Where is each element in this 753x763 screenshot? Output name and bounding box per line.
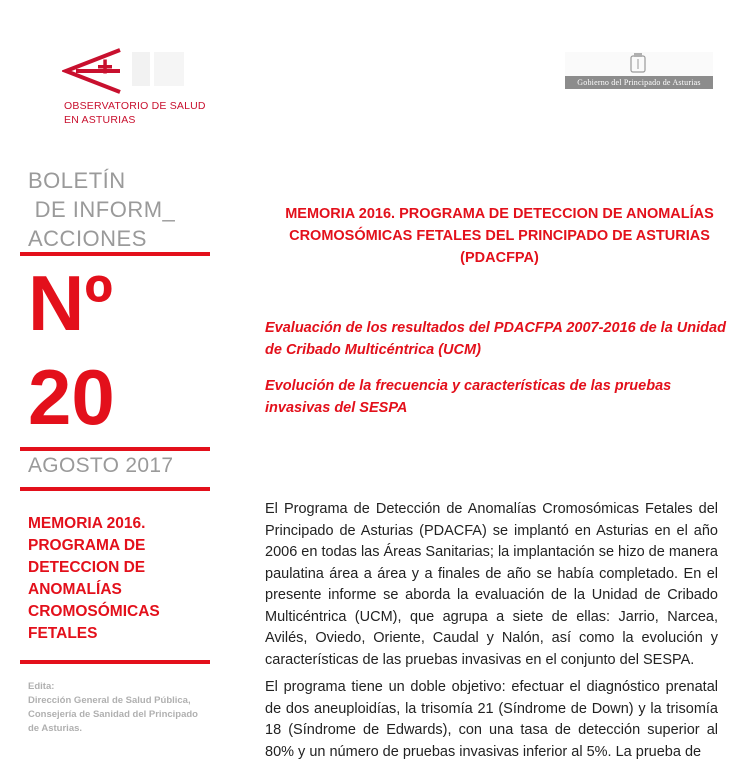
sidebar-title-line: CROMOSÓMICAS [28,603,160,620]
publisher-info [28,680,198,736]
sidebar-title-line: PROGRAMA DE [28,537,146,554]
divider-4 [20,660,210,664]
subtitle-evaluation: Evaluación de los resultados del PDACFPA 2007-2016 de la Unidad de Cribado Multicéntrica (UCM) [265,320,726,358]
divider-3 [20,487,210,491]
observatorio-logo [62,48,188,98]
main-title [262,203,737,269]
bulletin-line3: ACCIONES [28,226,147,251]
bulletin-line1: BOLETÍN [28,168,126,193]
divider-1 [20,252,210,256]
edita-line: Consejería de Sanidad del Principado [28,709,198,720]
edita-line: Dirección General de Salud Pública, [28,695,191,706]
subtitle-evolution: Evolución de la frecuencia y características de las pruebas invasivas del SESPA [265,378,672,416]
divider-2 [20,447,210,451]
government-label: Gobierno del Principado de Asturias [565,76,713,89]
sidebar-title [28,513,160,645]
main-title-line: MEMORIA 2016. PROGRAMA DE DETECCION DE ANOMALÍAS [285,206,714,222]
number-symbol: Nº [28,259,113,347]
body-paragraph-1: El Programa de Detección de Anomalías Cromosómicas Fetales del Principado de Asturias (PDACFA) se implantó en Asturias en el año 2006 en todas las Áreas Sanitarias; la implantación se hizo de manera paulatina área a área y a finales de año se había completado. En el presente informe se aborda la evaluación de la Unidad de Cribado Multicéntrica (UCM), que agrupa a siete de ellas: Jarrio, Narcea, Avilés, Oviedo, Oriente, Caudal y Nalón, así como la evolución y características de las pruebas invasivas en el conjunto del SESPA. [265,501,718,668]
sidebar-title-line: DETECCION DE [28,559,146,576]
issue-date: AGOSTO 2017 [28,454,174,477]
number-value: 20 [28,353,115,441]
edita-line: de Asturias. [28,723,83,734]
sidebar-title-line: MEMORIA 2016. [28,515,146,532]
logo-mark-icon [62,48,188,98]
bulletin-line2: DE INFORM_ [28,197,176,222]
logo-line2: EN ASTURIAS [64,114,136,126]
edita-label: Edita: [28,681,55,692]
main-title-line: CROMOSÓMICAS FETALES DEL PRINCIPADO DE ASTURIAS [289,228,710,244]
logo-text [64,99,206,127]
main-title-line: (PDACFPA) [460,250,539,266]
logo-line1: OBSERVATORIO DE SALUD [64,100,206,112]
sidebar-title-line: FETALES [28,625,98,642]
bulletin-heading [28,166,175,253]
crest-icon [565,52,713,76]
body-paragraph-2: El programa tiene un doble objetivo: efectuar el diagnóstico prenatal de dos aneuploidías, la trisomía 21 (Síndrome de Down) y la trisomía 18 (Síndrome de Edwards), con una tasa de detección superior al 80% y un número de pruebas invasivas inferior al 5%. La prueba de [265,679,718,760]
sidebar-title-line: ANOMALÍAS [28,581,122,598]
